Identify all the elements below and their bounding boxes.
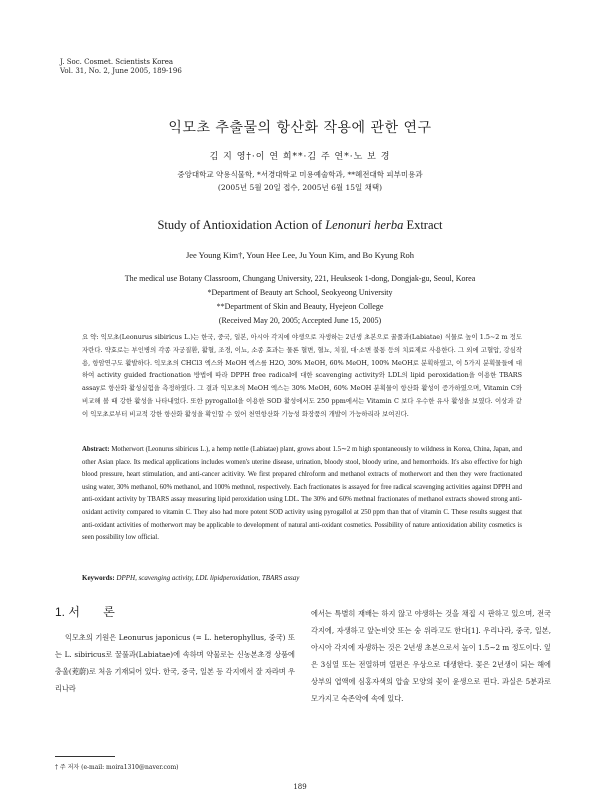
received-dates-english: (Received May 20, 2005; Accepted June 15, 2005) bbox=[218, 316, 382, 325]
affiliation-line: 중앙대학교 약용식물학, *서경대학교 미용예술학과, **혜전대학 피부미용과 bbox=[177, 170, 423, 179]
abstract-label: Abstract: bbox=[82, 446, 110, 453]
body-text: 익모초의 기원은 Leonurus japonicus (= L. heterophyllus, 중국) 또는 L. sibiricus로 꿀풀과(Labiatae)에 속하며 약물로는 신농본초경 상품에 충울(茺蔚)로 처음 기재되어 있다. 한국, 중국, 일본 등 각지에서 잘 자라며 우리나라 bbox=[55, 633, 295, 693]
journal-volume: Vol. 31, No. 2, June 2005, 189-196 bbox=[60, 67, 182, 75]
received-dates-korean: (2005년 5월 20일 접수, 2005년 6월 15일 채택) bbox=[217, 183, 383, 192]
title-prefix: Study of Antioxidation Action of bbox=[157, 218, 326, 232]
authors-korean: 김 지 영†·이 연 희**·김 주 연*·노 보 경 bbox=[209, 152, 391, 162]
abstract-korean: 요 약: 익모초(Leonurus sibiricus L.)는 한국, 중국, 일본, 아시아 각지에 야생으로 자생하는 2년생 초본으로 꿀풀과(Labiatae) 식물로 높이 1.5∼2 m 정도 자란다. 약효로는 부인병의 각종 자궁질환, 활혈, 조경, 이뇨, 소종 효과는 물론 혈변, 혈뇨, 치질, 대·소변 불통 등의 치료제로 사용한다. 그 외에 고혈압, 강심작용, 항암연구도 활발하다. 익모초의 CHCl3 엑스와 MeOH 엑스를 H2O, 30% MeOH, 60% MeOH, 100% MeOH로 분획하였고, 이 5가지 분획물들에 대하여 activity guided fractionation 방법에 따라 DPPH free radical에 대한 scavenging activity와 LDL의 lipid peroxidation을 이용한 TBARS assay로 항산화 활성실험을 측정하였다. 그 결과 익모초의 MeOH 엑스는 30% MeOH, 60% MeOH 분획물이 항산화 활성이 증가하였으며, Vitamin C와 비교해 볼 때 강한 활성을 나타내었다. 또한 pyrogallol을 이용한 SOD 활성에서도 250 ppm에서는 Vitamin C 보다 우수한 유사 활성을 보였다. 이상과 같이 익모초로부터 비교적 강한 항산화 활성을 확인할 수 있어 천연항산화 기능성 화장품의 개발이 가능하리라 보여진다. bbox=[82, 333, 522, 418]
body-column-left bbox=[55, 629, 295, 697]
affiliation-line: *Department of Beauty art School, Seokyeong University bbox=[207, 288, 393, 297]
section-heading bbox=[55, 603, 115, 620]
keywords bbox=[82, 574, 299, 582]
body-column-right: 에서는 특별히 재배는 하지 않고 야생하는 것을 채집 시 판하고 있으며, 전국 각지에, 자생하고 앞논비얏 또는 숭 위라고도 한다[1]. 우리나라, 중국, 일본, 아시아 각지에 자생하는 것은 2년생 초본으로서 높이 1.5∼2 m 정도이다. 잎은 3심열 또는 전열하며 열편은 우상으로 대생한다. 꽃은 2년생이 되는 해에 상부의 엽액에 심홍자색의 압술 모양의 꽃이 윤생으로 핀다. 과실은 5분과로 모가지고 숙존악에 속에 있다. bbox=[311, 609, 551, 703]
journal-citation bbox=[60, 58, 182, 76]
section-number: 1. 서 bbox=[55, 605, 80, 619]
affiliations-korean bbox=[0, 168, 600, 194]
title-english bbox=[0, 218, 600, 233]
keywords-text: DPPH, scavenging activity, LDL lipidperoxidation, TBARS assay bbox=[114, 574, 300, 582]
affiliations-english bbox=[0, 272, 600, 328]
abstract-text: Motherwort (Leonurus sibiricus L.), a hemp nettle (Labiatae) plant, grows about 1.5∼2 m high spontaneously to wildness in Korea, China, Japan, and other Asian place. Its medical applications includes women's uterine disease, urination, bloody stool, bloody urine, and hemorrhoids. It's also effective for high blood pressure, heart stimulation, and anti-cancer acitivity. We first prepared chlroform and methanol extracts of motherwort and then they were fractionated using water, 30% methanol, 60% methanol, and 100% methnol, respectively. Each fractionates is assayed for free radical scavenging activities against DPPH and anti-oxidant activity by TBARS assay measuring lipid peroxidation using LDL. The 30% and 60% methnal fractionates of methanol extracts showed strong anti-oxidant activity compared to vitamin C. They also had more potent SOD activity using pyrogallol at 250 ppm than that of vitamin C. These results suggest that anti-oxidant activities of motherwort may be applicable to development of natural anti-oxidant cosmetics. Possibility of nature antioxidation ability cosmetics is seen possibility low official. bbox=[82, 446, 522, 542]
page-number: 189 bbox=[293, 783, 307, 791]
footnote: † 주 저자 (e-mail: moira1310@naver.com) bbox=[55, 764, 179, 771]
abstract-english bbox=[82, 444, 522, 545]
affiliation-line: **Department of Skin and Beauty, Hyejeon College bbox=[216, 302, 384, 311]
affiliation-line: The medical use Botany Classroom, Chungang University, 221, Heukseok 1-dong, Dongjak-gu, Seoul, Korea bbox=[124, 274, 476, 283]
title-suffix: Extract bbox=[403, 218, 443, 232]
section-title: 론 bbox=[103, 605, 115, 619]
title-korean: 익모초 추출물의 항산화 작용에 관한 연구 bbox=[168, 120, 432, 136]
title-italic: Lenonuri herba bbox=[325, 218, 404, 232]
authors-english: Jee Young Kim†, Youn Hee Lee, Ju Youn Kim, and Bo Kyung Roh bbox=[185, 250, 415, 260]
footnote-rule bbox=[55, 756, 115, 757]
keywords-label: Keywords: bbox=[82, 574, 115, 582]
journal-name: J. Soc. Cosmet. Scientists Korea bbox=[60, 58, 174, 66]
